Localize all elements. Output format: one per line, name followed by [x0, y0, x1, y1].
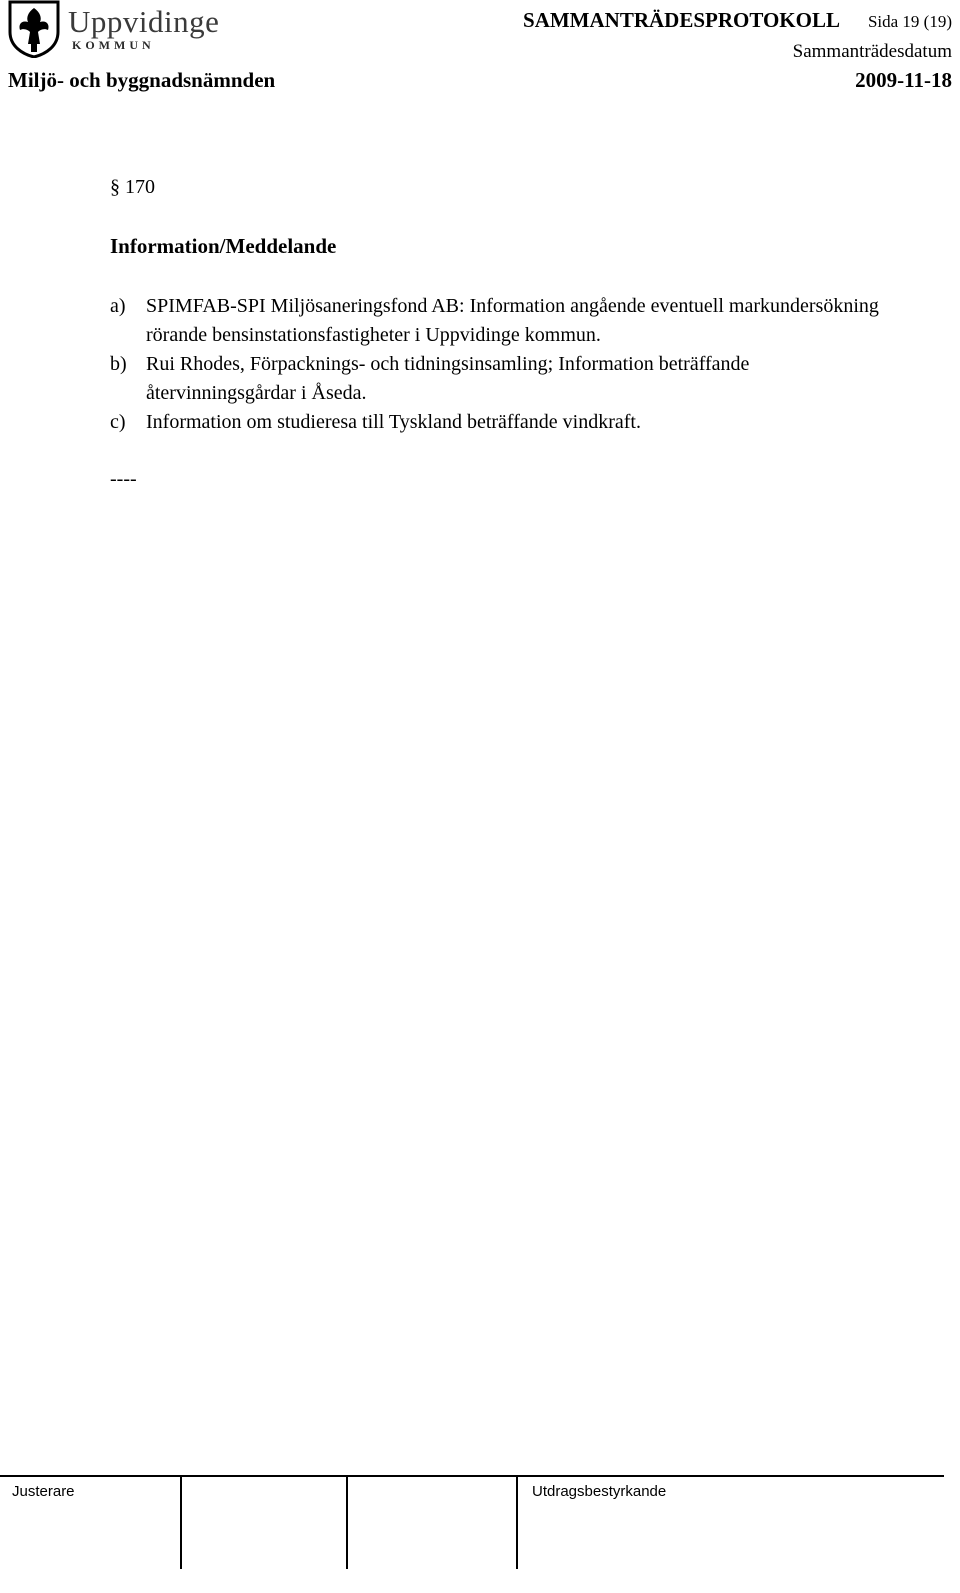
logo-name: Uppvidinge [68, 4, 220, 39]
item-marker: b) [110, 353, 127, 375]
list-item [110, 292, 890, 350]
item-text: Rui Rhodes, Förpacknings- och tidningsinsamling; Information beträffande återvinningsgårdar i Åseda. [146, 353, 750, 404]
list-item [110, 350, 890, 408]
item-text: Information om studieresa till Tyskland beträffande vindkraft. [146, 411, 641, 433]
signature-box-divider [180, 1477, 182, 1569]
meeting-date: 2009-11-18 [855, 68, 952, 92]
adjuster-label: Justerare [12, 1483, 75, 1500]
certification-label: Utdragsbestyrkande [532, 1483, 667, 1500]
item-marker: c) [110, 411, 126, 433]
page-number: Sida 19 (19) [867, 12, 952, 31]
section-title: Information/Meddelande [110, 234, 337, 258]
board-name: Miljö- och byggnadsnämnden [8, 68, 276, 92]
item-text: SPIMFAB-SPI Miljösaneringsfond AB: Information angående eventuell markundersökning rörande bensinstationsfastigheter i Uppvidinge kommun. [146, 295, 879, 346]
meeting-date-label: Sammanträdesdatum [792, 41, 952, 62]
list-item [110, 408, 890, 437]
section-number: § 170 [110, 176, 155, 198]
logo-subtitle: KOMMUN [72, 38, 155, 52]
end-mark: ---- [110, 468, 137, 490]
municipality-logo [8, 0, 220, 60]
item-marker: a) [110, 295, 126, 317]
information-list [110, 292, 890, 437]
signature-footer [0, 1475, 944, 1593]
signature-box-divider [516, 1477, 518, 1569]
document-type: SAMMANTRÄDESPROTOKOLL [523, 8, 840, 32]
coat-of-arms-icon [8, 0, 60, 58]
signature-box-divider [346, 1477, 348, 1569]
